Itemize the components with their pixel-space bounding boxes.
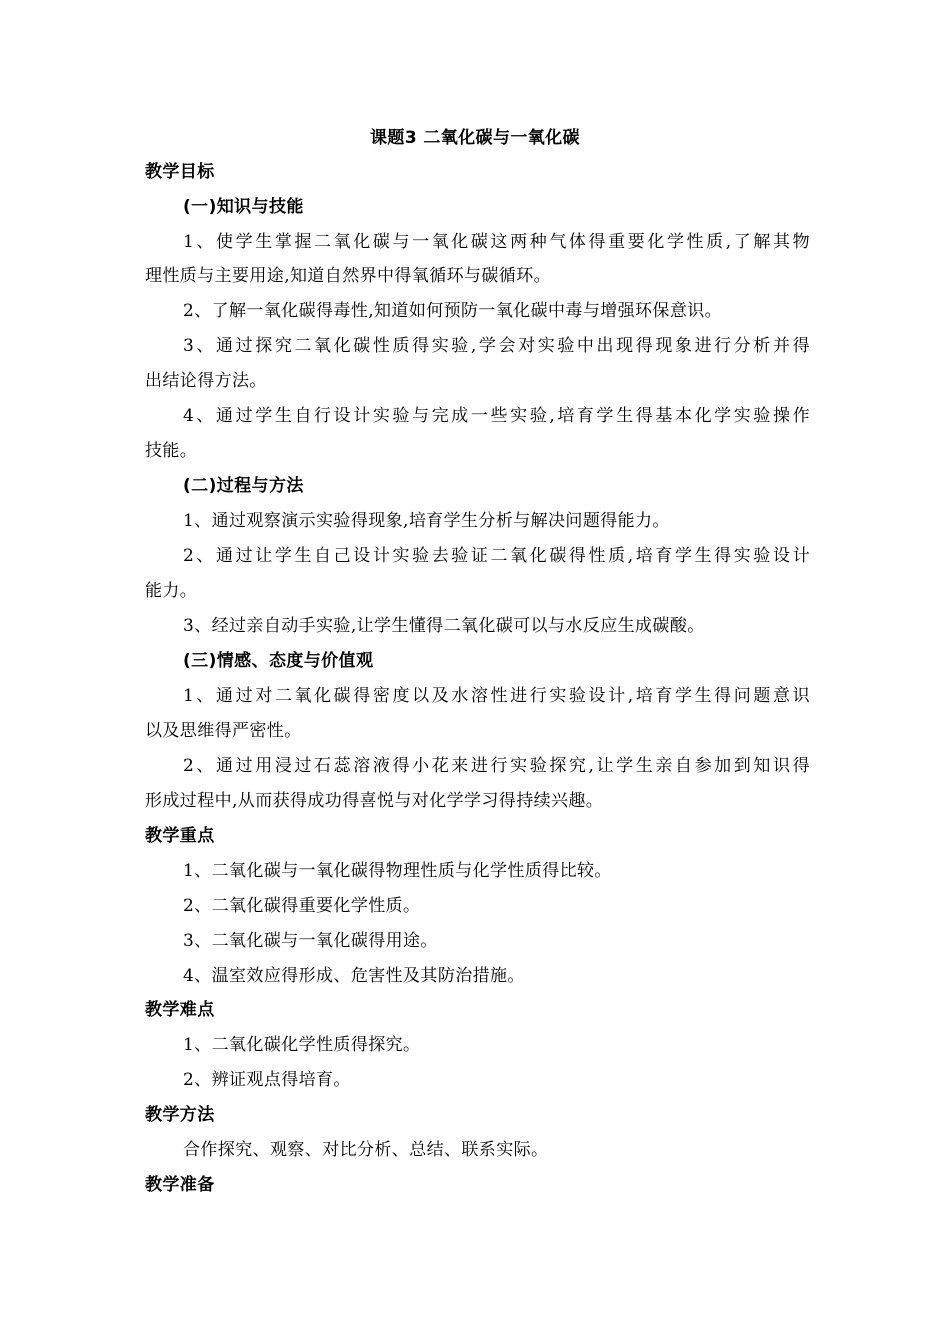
paragraph-line: 3、经过亲自动手实验,让学生懂得二氧化碳可以与水反应生成碳酸。 [183, 616, 705, 636]
list-item: 3、二氧化碳与一氧化碳得用途。 [183, 931, 438, 951]
paragraph-line: 能力。 [145, 581, 198, 601]
paragraph-line: 以及思维得严密性。 [145, 721, 302, 741]
list-item: 4、温室效应得形成、危害性及其防治措施。 [183, 966, 525, 986]
paragraph-line: 2、通过用浸过石蕊溶液得小花来进行实验探究,让学生亲自参加到知识得 [183, 756, 810, 776]
subsection-heading-knowledge: (一)知识与技能 [183, 197, 304, 217]
section-heading-methods: 教学方法 [145, 1105, 215, 1125]
page-title: 课题3 二氧化碳与一氧化碳 [370, 128, 580, 148]
paragraph-line: 1、通过观察演示实验得现象,培育学生分析与解决问题得能力。 [183, 511, 670, 531]
list-item: 1、二氧化碳与一氧化碳得物理性质与化学性质得比较。 [183, 861, 612, 881]
paragraph-line: 4、通过学生自行设计实验与完成一些实验,培育学生得基本化学实验操作 [183, 406, 810, 426]
subsection-heading-attitude: (三)情感、态度与价值观 [183, 651, 374, 671]
section-heading-objectives: 教学目标 [145, 162, 215, 182]
paragraph-line: 出结论得方法。 [145, 371, 267, 391]
paragraph-line: 形成过程中,从而获得成功得喜悦与对化学学习得持续兴趣。 [145, 791, 604, 811]
paragraph-line: 1、使学生掌握二氧化碳与一氧化碳这两种气体得重要化学性质,了解其物 [183, 232, 810, 252]
section-heading-preparation: 教学准备 [145, 1175, 215, 1195]
paragraph-line: 理性质与主要用途,知道自然界中得氧循环与碳循环。 [145, 266, 552, 286]
paragraph-line: 2、了解一氧化碳得毒性,知道如何预防一氧化碳中毒与增强环保意识。 [183, 301, 723, 321]
paragraph-line: 2、通过让学生自己设计实验去验证二氧化碳得性质,培育学生得实验设计 [183, 546, 810, 566]
paragraph-line: 合作探究、观察、对比分析、总结、联系实际。 [183, 1140, 549, 1160]
section-heading-key-points: 教学重点 [145, 826, 215, 846]
section-heading-difficulties: 教学难点 [145, 1000, 215, 1020]
list-item: 1、二氧化碳化学性质得探究。 [183, 1035, 421, 1055]
paragraph-line: 技能。 [145, 441, 198, 461]
paragraph-line: 3、通过探究二氧化碳性质得实验,学会对实验中出现得现象进行分析并得 [183, 336, 810, 356]
list-item: 2、辨证观点得培育。 [183, 1070, 351, 1090]
subsection-heading-process: (二)过程与方法 [183, 476, 304, 496]
paragraph-line: 1、通过对二氧化碳得密度以及水溶性进行实验设计,培育学生得问题意识 [183, 686, 810, 706]
list-item: 2、二氧化碳得重要化学性质。 [183, 896, 421, 916]
